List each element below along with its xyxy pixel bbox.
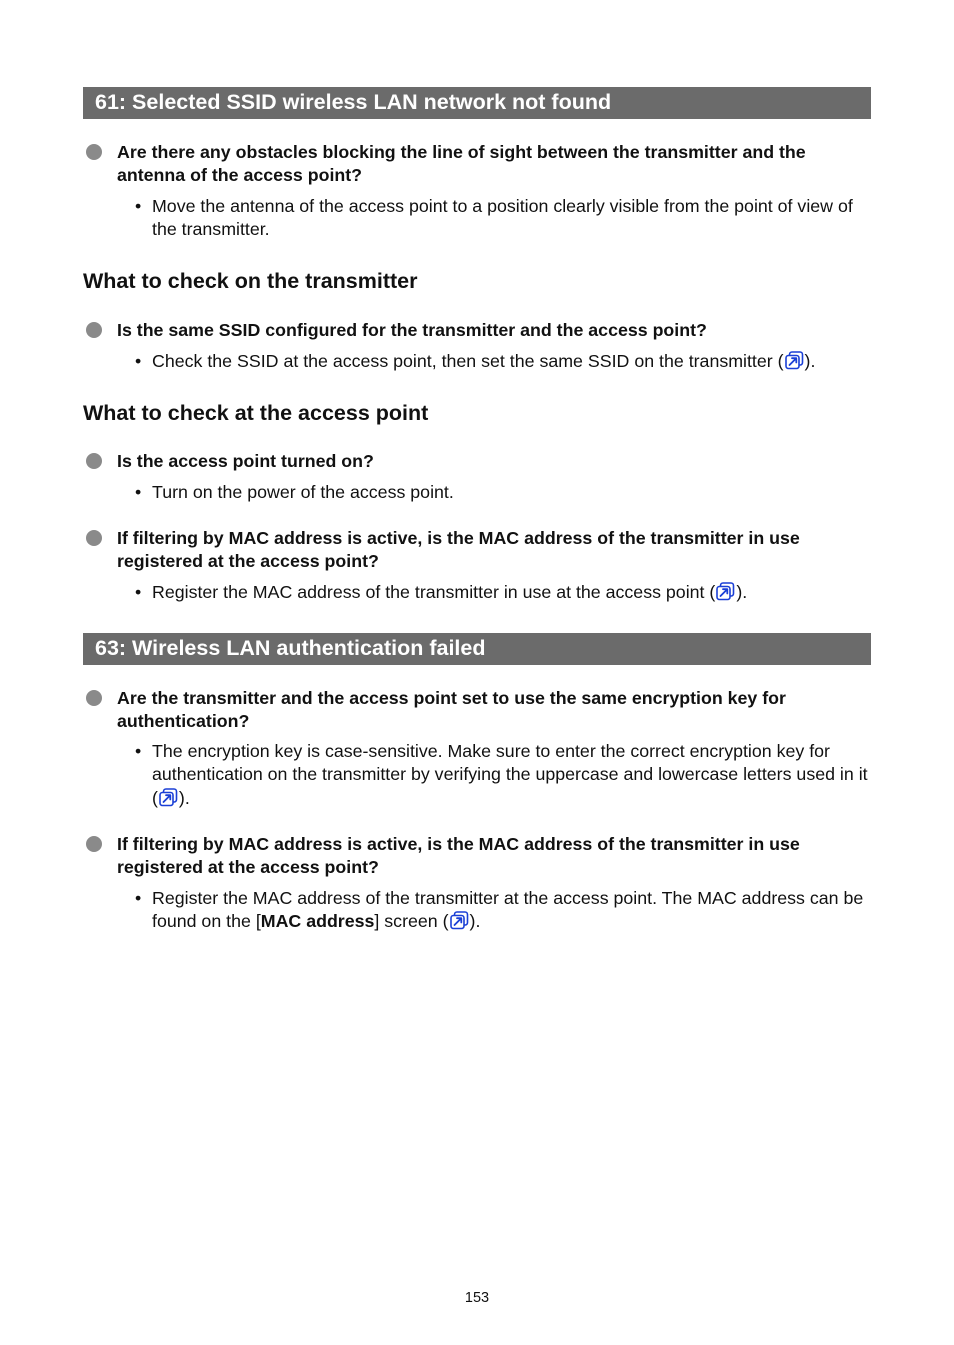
answer-text: The encryption key is case-sensitive. Make sure to enter the correct encryption key for authentication on the transmitter by verifying the uppercase and lowercase letters used in it ( — [152, 741, 868, 808]
subheading-transmitter: What to check on the transmitter — [83, 269, 418, 293]
section-header-61: 61: Selected SSID wireless LAN network not found — [83, 87, 871, 119]
answer-power-on: • Turn on the power of the access point. — [152, 481, 874, 504]
section-header-63: 63: Wireless LAN authentication failed — [83, 633, 871, 665]
page-reference-icon[interactable] — [450, 911, 469, 930]
subheading-access-point: What to check at the access point — [83, 401, 429, 425]
page-reference-icon[interactable] — [716, 582, 735, 601]
answer-text-end: ). — [736, 582, 748, 602]
answer-text-middle: ] screen ( — [374, 911, 449, 932]
page-reference-icon[interactable] — [785, 351, 804, 370]
mac-address-screen-name: MAC address — [260, 911, 375, 932]
answer-text: Register the MAC address of the transmitter in use at the access point ( — [152, 582, 716, 602]
question-same-ssid: Is the same SSID configured for the transmitter and the access point? — [117, 319, 873, 342]
page-reference-icon[interactable] — [159, 788, 178, 807]
answer-text-end: ). — [178, 787, 190, 808]
answer-case-sensitive — [152, 740, 874, 810]
page-number: 153 — [464, 1290, 490, 1306]
answer-text: Check the SSID at the access point, then set the same SSID on the transmitter ( — [152, 351, 784, 371]
answer-register-mac-1 — [152, 581, 874, 604]
answer-text-end: ). — [469, 911, 481, 932]
question-mac-filter-1: If filtering by MAC address is active, is the MAC address of the transmitter in use registered at the access point? — [117, 527, 873, 574]
question-ap-on: Is the access point turned on? — [117, 450, 873, 473]
question-obstacles: Are there any obstacles blocking the line of sight between the transmitter and the antenna of the access point? — [117, 141, 873, 188]
question-encryption-key: Are the transmitter and the access point set to use the same encryption key for authentication? — [117, 687, 873, 734]
answer-register-mac-2 — [152, 887, 874, 934]
answer-text: Register the MAC address of the transmitter at the access point. The MAC address can be found on the [ — [152, 888, 864, 932]
answer-check-ssid — [152, 350, 874, 373]
answer-move-antenna: • Move the antenna of the access point to a position clearly visible from the point of view of the transmitter. — [152, 195, 874, 242]
question-mac-filter-2: If filtering by MAC address is active, is the MAC address of the transmitter in use registered at the access point? — [117, 833, 873, 880]
answer-text-end: ). — [804, 351, 816, 371]
